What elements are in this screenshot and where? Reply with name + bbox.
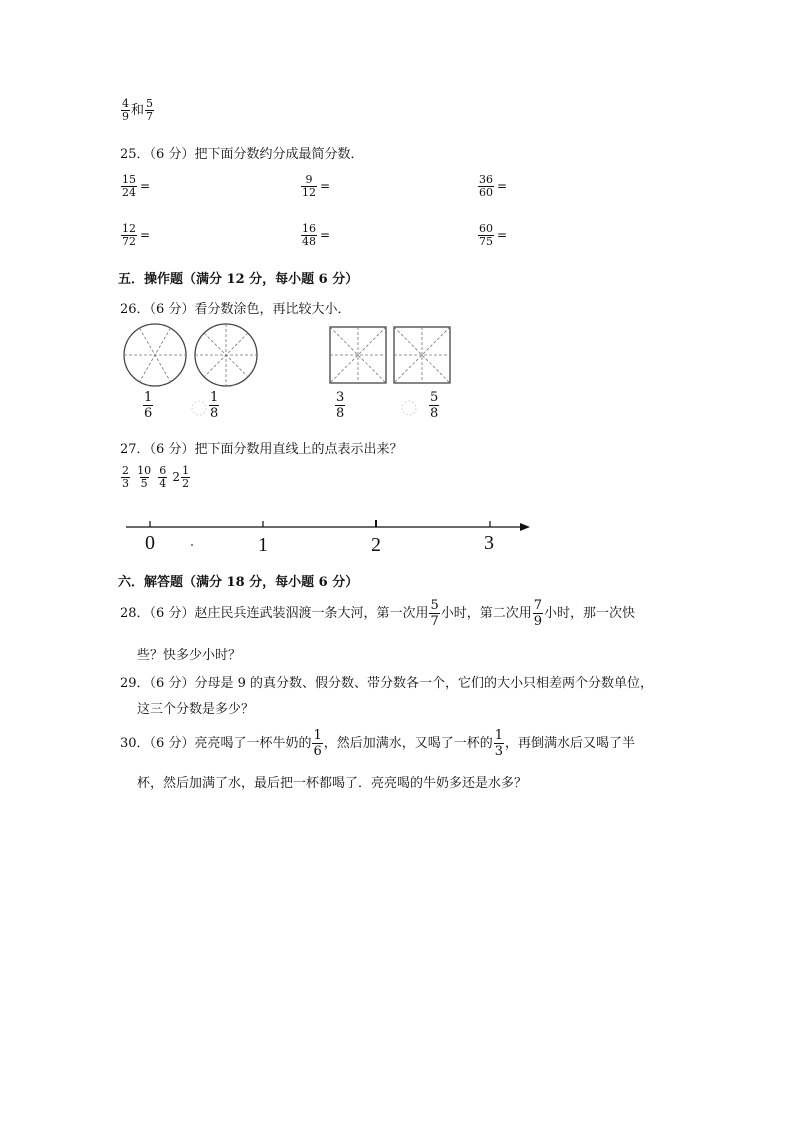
fraction: $\frac{7}{9}$ <box>533 598 543 629</box>
q26-title: 26．（6 分）看分数涂色，再比较大小． <box>120 302 351 317</box>
and-text: 和 <box>131 103 145 118</box>
tick-label: 1 <box>258 534 268 556</box>
fraction: $\frac{6}{4}$ <box>159 464 167 490</box>
fraction: $\frac{5}{7}$ <box>430 598 439 629</box>
circle-eighths <box>195 324 257 386</box>
q28-line2: 些？快多少小时？ <box>137 648 242 663</box>
circle-sixths <box>124 324 186 386</box>
square-eighths <box>330 327 386 383</box>
q28-line1 <box>120 598 635 629</box>
q25-item <box>300 174 330 199</box>
equals-sign: = <box>140 179 151 193</box>
square-eighths <box>394 327 450 383</box>
fraction: $\frac{2}{3}$ <box>122 464 129 490</box>
top-fraction-pair <box>120 98 155 123</box>
mixed-whole: 2 <box>172 470 181 484</box>
fraction: $\frac{1}{2}$ <box>182 464 190 490</box>
q28-text: 小时，那一次快 <box>544 606 636 621</box>
equals-sign: = <box>320 179 331 193</box>
q25-item <box>120 174 150 199</box>
fraction: $\frac{1}{3}$ <box>494 728 504 759</box>
q29-line2: 这三个分数是多少？ <box>137 702 255 717</box>
q30-text: 30．（6 分）亮亮喝了一杯牛奶的 <box>120 736 312 751</box>
fraction: $\frac{1}{6}$ <box>144 390 153 421</box>
fraction: $\frac{5}{8}$ <box>430 390 439 421</box>
q28-text: 28．（6 分）赵庄民兵连武装泅渡一条大河，第一次用 <box>120 606 429 621</box>
q30-line1 <box>120 728 635 759</box>
dot <box>191 544 193 546</box>
q25-item <box>477 174 507 199</box>
q25-item <box>120 223 150 248</box>
fraction: $\frac{10}{5}$ <box>137 464 152 490</box>
q30-text: ，然后加满水，又喝了一杯的 <box>323 736 493 751</box>
fraction: $\frac{1}{6}$ <box>313 728 322 759</box>
fraction: $\frac{1}{8}$ <box>210 390 219 421</box>
number-line <box>120 512 540 542</box>
equals-sign: = <box>497 228 508 242</box>
equals-sign: = <box>497 179 508 193</box>
q25-item <box>477 223 507 248</box>
q26-label <box>142 390 154 421</box>
arrow-icon <box>520 523 530 531</box>
section-heading: 五．操作题（满分 12 分，每小题 6 分） <box>118 272 359 287</box>
q30-line2: 杯，然后加满了水，最后把一杯都喝了．亮亮喝的牛奶多还是水多？ <box>137 776 528 791</box>
q27-fractions <box>120 465 191 490</box>
fraction: $\frac{36}{60}$ <box>479 173 493 199</box>
section-heading: 六．解答题（满分 18 分，每小题 6 分） <box>118 575 359 590</box>
q26-shapes <box>118 322 458 388</box>
faint-blank-marks <box>190 396 430 420</box>
q29-line1: 29．（6 分）分母是 9 的真分数、假分数、带分数各一个，它们的大小只相差两个分数单位， <box>120 676 653 691</box>
tick-label: 0 <box>145 532 155 554</box>
fraction: $\frac{12}{72}$ <box>122 222 136 248</box>
tick-label: 2 <box>371 534 381 556</box>
fraction: $\frac{15}{24}$ <box>122 173 136 199</box>
equals-sign: = <box>320 228 331 242</box>
fraction: $\frac{9}{12}$ <box>302 173 316 199</box>
q25-item <box>300 223 330 248</box>
q28-text: 小时，第二次用 <box>440 606 532 621</box>
fraction: $\frac{16}{48}$ <box>302 222 316 248</box>
tick-label: 3 <box>484 532 494 554</box>
q30-text: ，再倒满水后又喝了半 <box>505 736 636 751</box>
q25-title: 25．（6 分）把下面分数约分成最简分数． <box>120 147 364 162</box>
q27-title: 27．（6 分）把下面分数用直线上的点表示出来？ <box>120 442 403 457</box>
fraction: $\frac{60}{75}$ <box>479 222 493 248</box>
fraction: $\frac{3}{8}$ <box>336 390 345 421</box>
equals-sign: = <box>140 228 151 242</box>
fraction: $\frac{5}{7}$ <box>146 97 154 123</box>
fraction: $\frac{4}{9}$ <box>122 97 129 123</box>
